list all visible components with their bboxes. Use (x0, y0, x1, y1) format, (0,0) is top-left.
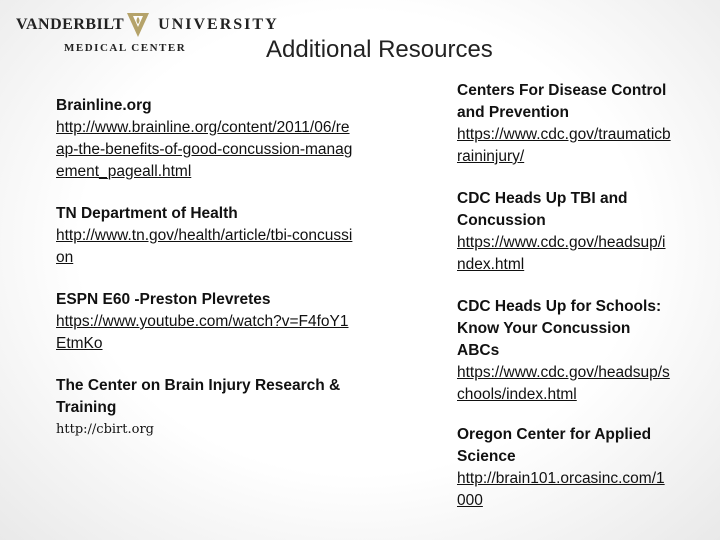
resource-name: The Center on Brain Injury Research & Training (56, 377, 341, 416)
resource-name: CDC Heads Up for Schools: Know Your Concussion ABCs (457, 298, 662, 359)
resource-item (56, 95, 356, 183)
resource-item (56, 289, 356, 355)
resource-link[interactable]: https://www.cdc.gov/headsup/schools/index.html (457, 364, 670, 403)
right-resource-column (457, 80, 672, 532)
resource-link[interactable]: http://brain101.orcasinc.com/1000 (457, 470, 665, 509)
page-title: Additional Resources (266, 36, 493, 63)
resource-item (56, 375, 356, 441)
resource-name: ESPN E60 -Preston Plevretes (56, 291, 271, 308)
vanderbilt-logo (16, 12, 279, 60)
logo-name-university: UNIVERSITY (158, 16, 279, 33)
resource-item (457, 424, 672, 512)
resource-link[interactable]: http://www.tn.gov/health/article/tbi-concussion (56, 227, 353, 266)
resource-name: CDC Heads Up TBI and Concussion (457, 190, 628, 229)
resource-link[interactable]: https://www.cdc.gov/headsup/index.html (457, 234, 666, 273)
logo-name-vanderbilt: VANDERBILT (16, 16, 125, 33)
resource-item (457, 188, 672, 276)
left-resource-column (56, 95, 356, 461)
resource-link[interactable]: http://cbirt.org (56, 422, 154, 437)
resource-item (457, 296, 672, 406)
resource-name: Brainline.org (56, 97, 152, 114)
resource-link[interactable]: https://www.cdc.gov/traumaticbraininjury/ (457, 126, 671, 165)
resource-link[interactable]: https://www.youtube.com/watch?v=F4foY1EtmKo (56, 313, 349, 352)
resource-item (56, 203, 356, 269)
resource-link[interactable]: http://www.brainline.org/content/2011/06/reap-the-benefits-of-good-concussion-management_pageall.html (56, 119, 353, 180)
resource-name: Oregon Center for Applied Science (457, 426, 652, 465)
resource-name: TN Department of Health (56, 205, 238, 222)
logo-subtitle: MEDICAL CENTER (64, 42, 187, 54)
resource-item (457, 80, 672, 168)
resource-name: Centers For Disease Control and Prevention (457, 82, 667, 121)
vanderbilt-v-oak-leaf-icon (126, 12, 150, 38)
